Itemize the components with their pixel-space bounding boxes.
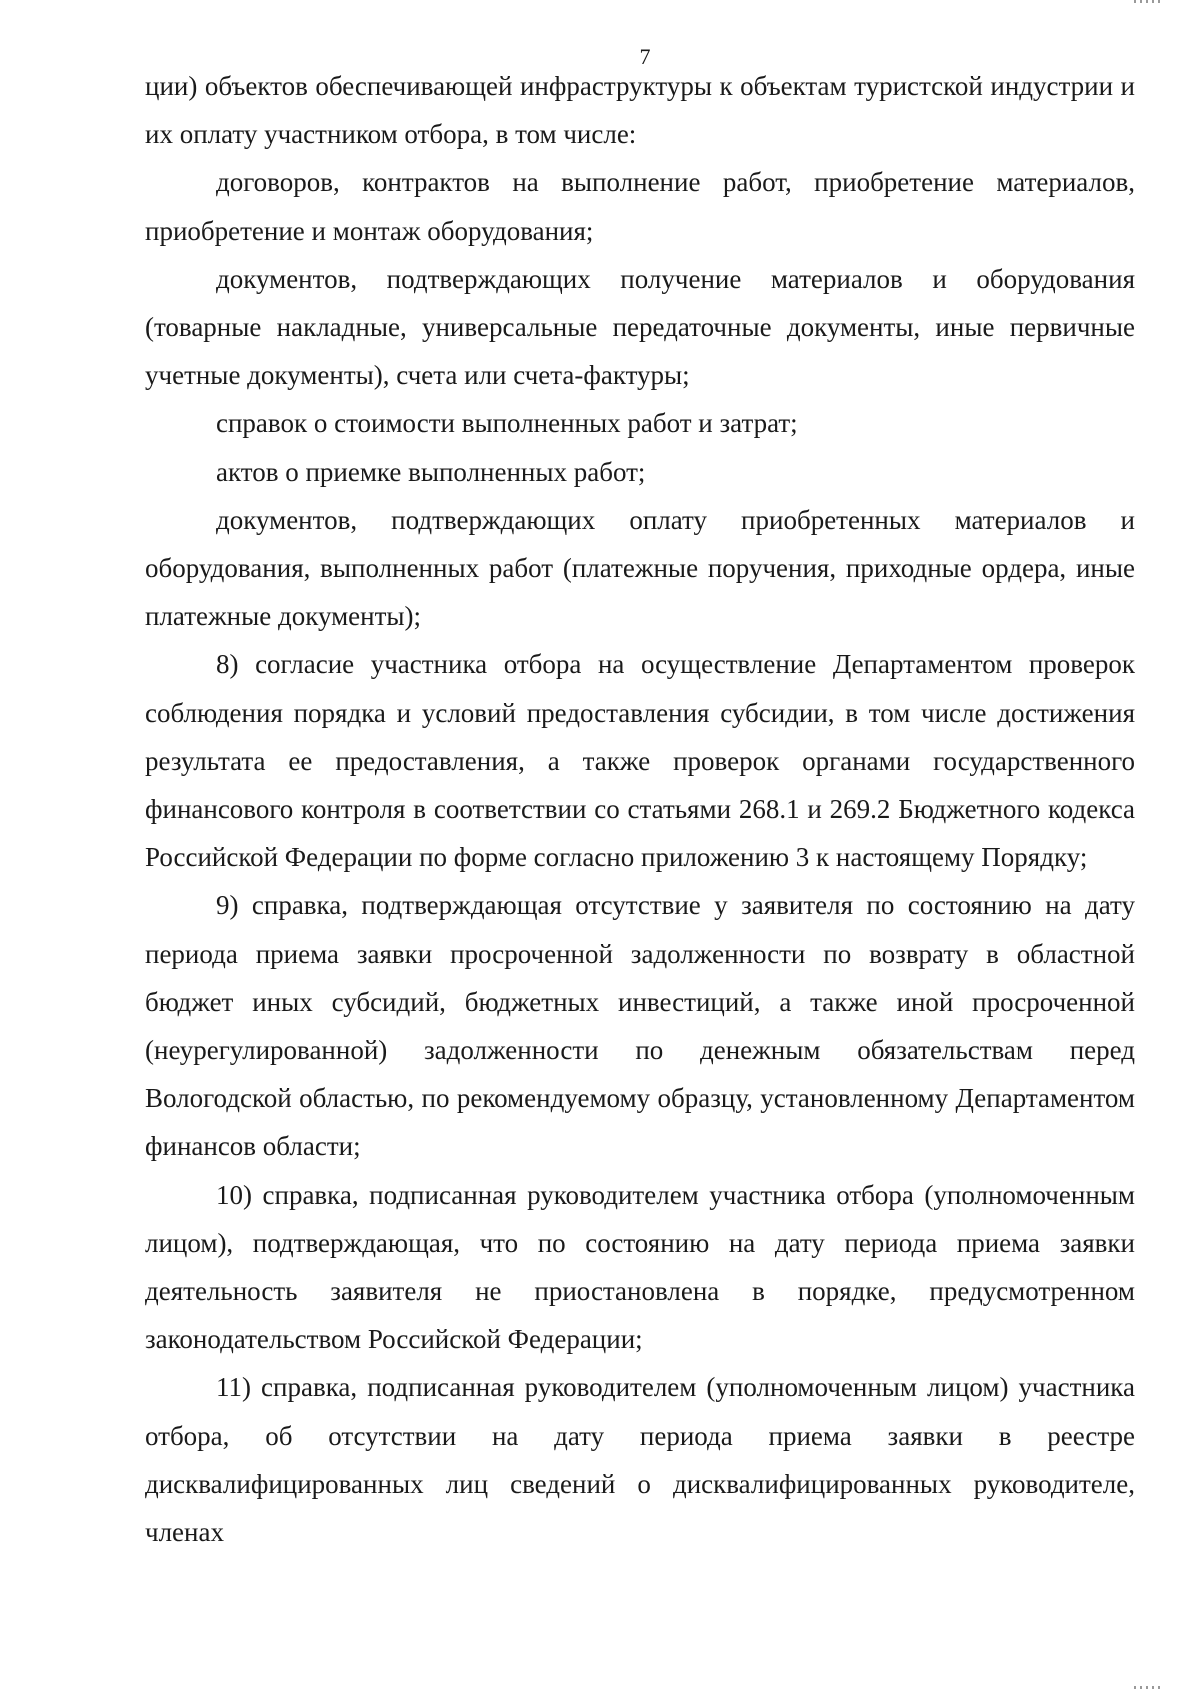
paragraph: документов, подтверждающих получение материалов и оборудования (товарные накладные, универсальные передаточные документы, иные первичные учетные документы), счета или счета-фактуры; — [145, 263, 1135, 391]
paragraph: ции) объектов обеспечивающей инфраструктуры к объектам туристской индустрии и их оплату участником отбора, в том числе: — [145, 71, 1135, 150]
paragraph: справок о стоимости выполненных работ и затрат; — [216, 408, 798, 439]
paragraph-item-10: 10) справка, подписанная руководителем участника отбора (уполномоченным лицом), подтверждающая, что по состоянию на дату периода приема заявки деятельность заявителя не приостановлена в порядке, предусмотренном законодательством Российской Федерации; — [145, 1179, 1135, 1355]
paragraph-item-9: 9) справка, подтверждающая отсутствие у заявителя по состоянию на дату периода приема заявки просроченной задолженности по возврату в областной бюджет иных субсидий, бюджетных инвестиций, а также иной просроченной (неурегулированной) задолженности по денежным обязательствам перед Вологодской областью, по рекомендуемому образцу, установленному Департаментом финансов области; — [145, 890, 1135, 1162]
scan-edge-mark — [1134, 0, 1162, 3]
paragraph-item-8: 8) согласие участника отбора на осуществление Департаментом проверок соблюдения порядка и условий предоставления субсидии, в том числе достижения результата ее предоставления, а также проверок органами государственного финансового контроля в соответствии со статьями 268.1 и 269.2 Бюджетного кодекса Российской Федерации по форме согласно приложению 3 к настоящему Порядку; — [145, 649, 1135, 873]
page-number: 7 — [639, 44, 651, 69]
paragraph: актов о приемке выполненных работ; — [216, 456, 646, 487]
scan-edge-mark — [1134, 1686, 1162, 1689]
paragraph: договоров, контрактов на выполнение работ, приобретение материалов, приобретение и монтаж оборудования; — [145, 167, 1135, 246]
paragraph: документов, подтверждающих оплату приобретенных материалов и оборудования, выполненных работ (платежные поручения, приходные ордера, иные платежные документы); — [145, 504, 1135, 632]
document-body — [145, 62, 1135, 1556]
paragraph-item-11: 11) справка, подписанная руководителем (уполномоченным лицом) участника отбора, об отсутствии на дату периода приема заявки в реестре дисквалифицированных лиц сведений о дисквалифицированных руководителе, членах — [145, 1372, 1135, 1548]
